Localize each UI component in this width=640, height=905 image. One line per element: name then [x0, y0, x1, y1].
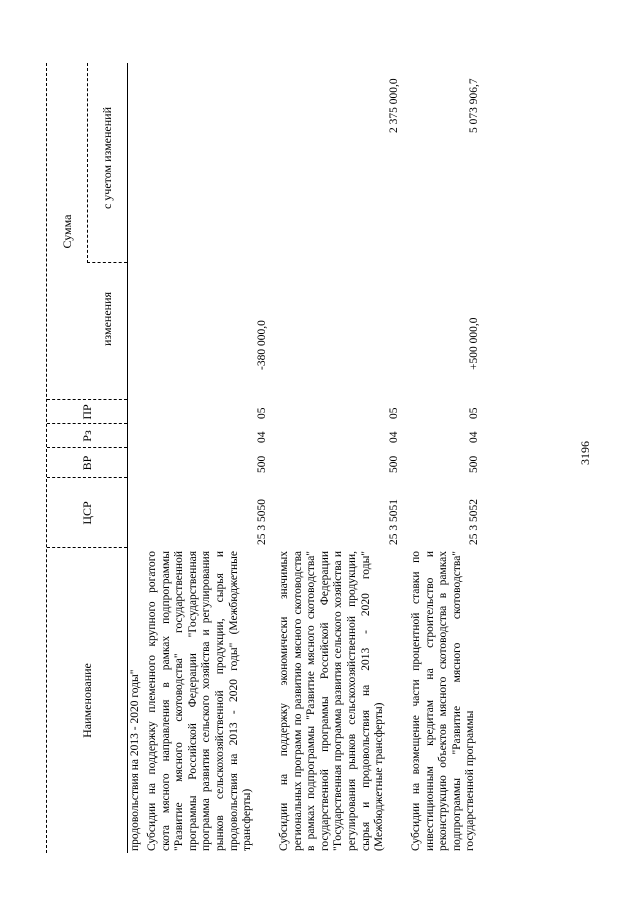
row-change: +500 000,0 [468, 317, 480, 370]
header-vr: ВР [79, 455, 94, 471]
header-rz: Рз [79, 430, 94, 442]
row-vr: 500 [388, 455, 400, 473]
table-header [46, 63, 128, 853]
row-total: 2 375 000,0 [388, 78, 400, 133]
row-rz: 04 [388, 431, 400, 443]
row-pr: 05 [256, 407, 268, 419]
table-row-name: Субсидии на возмещение части процентной ставки по инвестиционным кредитам на строительство и реконструкцию объектов мясного скотоводства в рамках подпрограммы "Развитие мясного скотоводства" государственной программы [410, 551, 477, 851]
header-with-changes: с учетом изменений [100, 106, 114, 210]
table-row-name: Субсидии на поддержку экономически значимых региональных программ по развитию мясного скотоводства в рамках подпрограммы "Развитие мясного скотоводства" государственной программы Российской Федерации "Государственная программа развития сельского хозяйства и регулирования рынков сельскохозяйственной продукции, сырья и продовольствия на 2013 - 2020 годы" (Межбюджетные трансферты) [278, 551, 386, 851]
header-changes: изменения [100, 291, 114, 347]
page-number: 3196 [578, 441, 592, 465]
row-csr: 25 3 5052 [468, 499, 480, 545]
row-pr: 05 [388, 407, 400, 419]
row-change: -380 000,0 [256, 320, 268, 370]
row-vr: 500 [468, 455, 480, 473]
header-name: Наименование [79, 663, 94, 738]
continuation-text: продовольствия на 2013 - 2020 годы" [129, 669, 141, 851]
header-pr: ПР [79, 404, 94, 420]
row-csr: 25 3 5051 [388, 499, 400, 545]
header-summa: Сумма [59, 214, 74, 249]
row-rz: 04 [468, 431, 480, 443]
header-csr: ЦСР [79, 501, 94, 525]
row-pr: 05 [468, 407, 480, 419]
row-total: 5 073 906,7 [468, 78, 480, 133]
table-row-name: Субсидии на поддержку племенного крупного рогатого скота мясного направления в рамках подпрограммы "Развитие мясного скотоводства" государственной программы Российской Федерации "Государственная программа развития сельского хозяйства и регулирования рынков сельскохозяйственной продукции, сырья и продовольствия на 2013 - 2020 годы" (Межбюджетные трансферты) [146, 551, 254, 851]
rotated-table-page [40, 63, 600, 853]
row-vr: 500 [256, 455, 268, 473]
row-csr: 25 3 5050 [256, 499, 268, 545]
row-rz: 04 [256, 431, 268, 443]
